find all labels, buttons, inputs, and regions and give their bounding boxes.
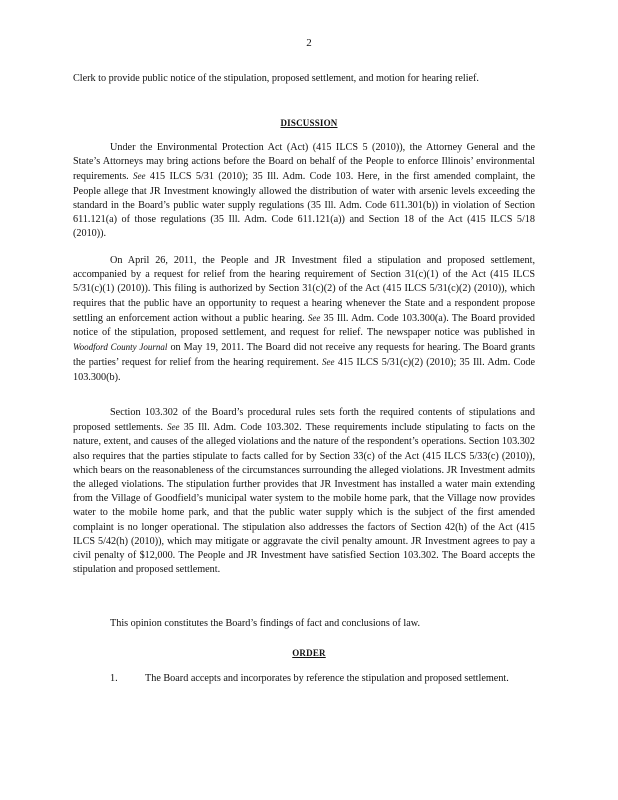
discussion-heading [0, 116, 618, 130]
page-number: 2 [306, 37, 312, 49]
order-heading-text: ORDER [292, 648, 326, 658]
intro-paragraph: Clerk to provide public notice of the stipulation, proposed settlement, and motion for hearing relief. [73, 73, 479, 84]
order-item-text: The Board accepts and incorporates by reference the stipulation and proposed settlement. [145, 673, 509, 684]
discussion-paragraph-4: This opinion constitutes the Board’s findings of fact and conclusions of law. [110, 618, 421, 629]
discussion-paragraph-3: Section 103.302 of the Board’s procedural rules sets forth the required contents of stipulations and proposed settlements. See 35 Ill. Adm. Code 103.302. These requirements include stipulating to facts on the nature, extent, and causes of the alleged violations and the nature of the respondent’s operations. Section 103.302 also requires that the parties stipulate to facts called for by Section 33(c) of the Act (415 ILCS 5/33(c) (2010)), which bears on the reasonableness of the circumstances surrounding the alleged violations. JR Investment admits the alleged violations. The stipulation further provides that JR Investment has installed a water main extending from the Village of Goodfield’s municipal water system to the mobile home park, that the Village now provides water to the mobile home park, and that the public water supply which is the subject of the first amended complaint is no longer operational. The stipulation also addresses the factors of Section 42(h) of the Act (415 ILCS 5/42(h) (2010)), which may mitigate or aggravate the civil penalty amount. JR Investment agrees to pay a civil penalty of $12,000. The People and JR Investment have satisfied Section 103.302. The Board accepts the stipulation and proposed settlement. [73, 407, 535, 576]
discussion-paragraph-2: On April 26, 2011, the People and JR Investment filed a stipulation and proposed settlement, accompanied by a request for relief from the hearing requirement of Section 31(c)(1) of the Act (415 ILCS 5/31(c)(1) (2010)). This filing is authorized by Section 31(c)(2) of the Act (415 ILCS 5/31(c)(2) (2010)), which requires that the public have an opportunity to request a hearing whenever the State and a respondent propose settling an enforcement action without a public hearing. See 35 Ill. Adm. Code 103.300(a). The Board provided notice of the stipulation, proposed settlement, and request for relief. The newspaper notice was published in Woodford County Journal on May 19, 2011. The Board did not receive any requests for hearing. The Board grants the parties’ request for relief from the hearing requirement. See 415 ILCS 5/31(c)(2) (2010); 35 Ill. Adm. Code 103.300(b). [73, 255, 536, 383]
discussion-paragraph-1: Under the Environmental Protection Act (Act) (415 ILCS 5 (2010)), the Attorney General and the State’s Attorneys may bring actions before the Board on behalf of the People to enforce Illinois’ environmental requirements. See 415 ILCS 5/31 (2010); 35 Ill. Adm. Code 103. Here, in the first amended complaint, the People allege that JR Investment knowingly allowed the distribution of water with arsenic levels exceeding the standard in the Board’s public water supply regulations (35 Ill. Adm. Code 611.301(b)) in violation of Section 611.121(a) of those regulations (35 Ill. Adm. Code 611.121(a)) and Section 18 of the Act (415 ILCS 5/18 (2010)). [73, 142, 536, 240]
order-item-number: 1. [110, 673, 118, 684]
order-heading [0, 646, 618, 660]
discussion-heading-text: DISCUSSION [280, 118, 338, 128]
